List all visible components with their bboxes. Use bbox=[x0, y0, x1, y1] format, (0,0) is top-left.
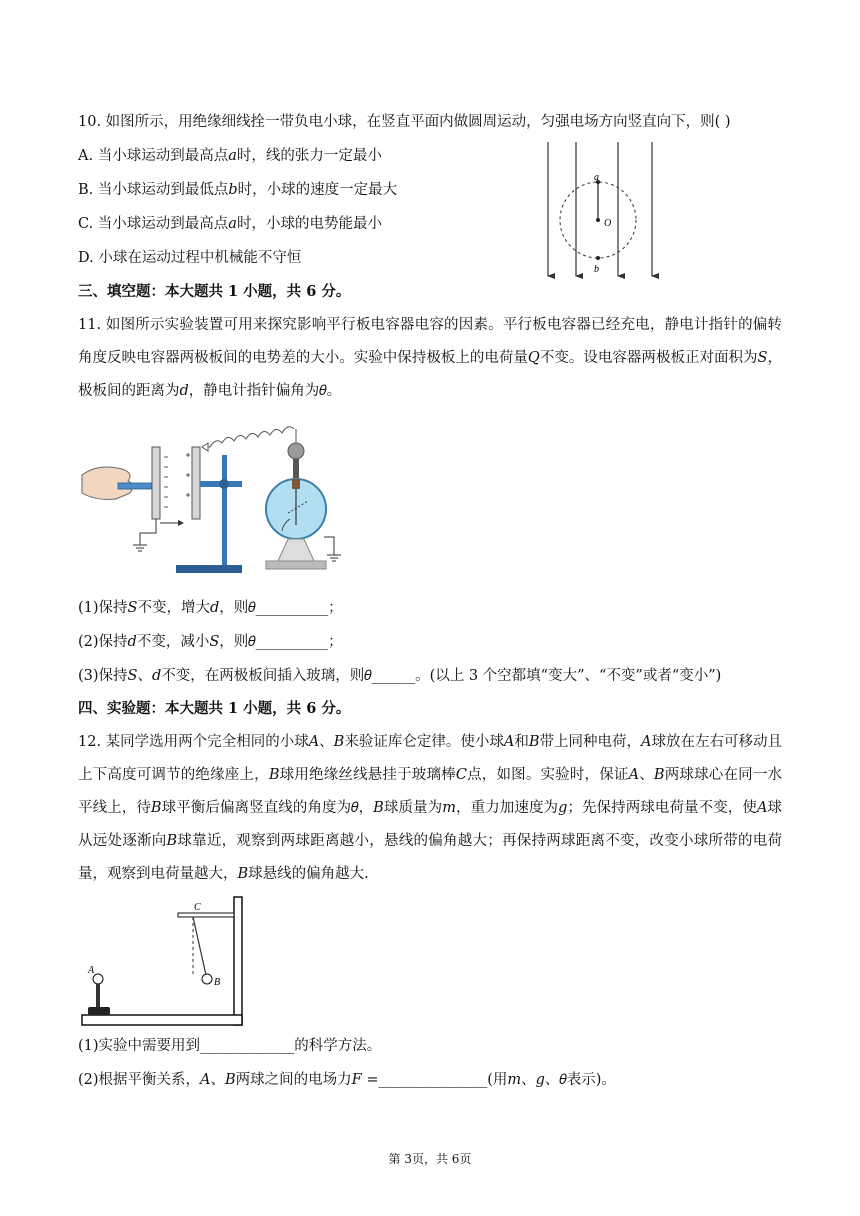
left-ground-wire bbox=[140, 519, 156, 545]
ground-icon bbox=[327, 555, 341, 561]
q11-capacitor-figure bbox=[78, 415, 378, 580]
ground-icon bbox=[133, 545, 147, 551]
label-b: B bbox=[214, 977, 221, 988]
electroscope-plug bbox=[292, 479, 300, 489]
point-b bbox=[596, 256, 600, 260]
glass-rod bbox=[178, 913, 234, 917]
label-b: b bbox=[594, 264, 599, 275]
right-ground-wire bbox=[324, 537, 334, 555]
label-a: A bbox=[88, 965, 95, 976]
electroscope-knob bbox=[288, 443, 304, 459]
electroscope-rod bbox=[293, 459, 299, 481]
point-o bbox=[596, 218, 600, 222]
stand-clamp bbox=[219, 479, 229, 489]
q10-option-c: C. 当小球运动到最高点𝑎时，小球的电势能最小 bbox=[78, 216, 382, 232]
stand-base bbox=[176, 565, 242, 573]
left-plate bbox=[152, 447, 160, 519]
coil-wire bbox=[202, 427, 294, 447]
q11-part-1: (1)保持𝑆不变，增大𝑑，则𝜃__________； bbox=[78, 600, 343, 616]
frame-base bbox=[82, 1015, 242, 1025]
q11-part-2: (2)保持𝑑不变，减小𝑆，则𝜃__________； bbox=[78, 634, 343, 650]
q11-stem: 11. 如图所示实验装置可用来探究影响平行板电容器电容的因素。平行板电容器已经充电，静电计指针的偏转角度反映电容器两极板间的电势差的大小。实验中保持极板上的电荷量𝑄不变。设电容器两极板正对面积为𝑆，极板间的距离为𝑑，静电计指针偏角为𝜃。 bbox=[78, 317, 782, 399]
section-3-heading: 三、填空题：本大题共 1 小题，共 6 分。 bbox=[78, 283, 351, 300]
ball-b bbox=[202, 974, 212, 984]
q11-part-3: (3)保持𝑆、𝑑不变，在两极板间插入玻璃，则𝜃______。(以上 3 个空都填“变大”、“不变”或者“变小”) bbox=[78, 668, 722, 684]
q10-option-a: A. 当小球运动到最高点𝑎时，线的张力一定最小 bbox=[78, 148, 382, 164]
insulating-stand bbox=[96, 984, 100, 1008]
silk-thread bbox=[193, 917, 206, 975]
ball-a bbox=[93, 974, 103, 984]
right-plate bbox=[192, 447, 200, 519]
q10-option-b: B. 当小球运动到最低点𝑏时，小球的速度一定最大 bbox=[78, 182, 398, 198]
q10-stem: 10. 如图所示，用绝缘细线拴一带负电小球，在竖直平面内做圆周运动，匀强电场方向竖直向下，则( ) bbox=[78, 114, 731, 130]
field-lines bbox=[548, 142, 652, 276]
q12-part-2: (2)根据平衡关系，𝐴、𝐵两球之间的电场力𝐹 =_______________(用𝑚、𝑔、𝜃表示)。 bbox=[78, 1072, 616, 1088]
label-o: O bbox=[604, 218, 612, 229]
page-footer: 第 3页，共 6页 bbox=[388, 1152, 472, 1166]
stand-base bbox=[88, 1007, 110, 1015]
frame-post bbox=[234, 897, 242, 1025]
label-a: a bbox=[594, 172, 599, 183]
q12-stem: 12. 某同学选用两个完全相同的小球𝐴、𝐵来验证库仑定律。使小球𝐴和𝐵带上同种电荷，𝐴球放在左右可移动且上下高度可调节的绝缘座上，𝐵球用绝缘丝线悬挂于玻璃棒𝐶点，如图。实验时，保证𝐴、𝐵两球球心在同一水平线上，待𝐵球平衡后偏离竖直线的角度为𝜃，𝐵球质量为𝑚，重力加速度为𝑔；先保持两球电荷量不变，使𝐴球从远处逐渐向𝐵球靠近，观察到两球距离越小，悬线的偏角越大；再保持两球距离不变，改变小球所带的电荷量，观察到电荷量越大，𝐵球悬线的偏角越大. bbox=[78, 734, 782, 882]
q12-coulomb-figure bbox=[80, 895, 250, 1030]
insulating-handle bbox=[118, 483, 154, 489]
electroscope-stand bbox=[278, 539, 314, 561]
label-c: C bbox=[194, 902, 201, 913]
q12-part-1: (1)实验中需要用到_____________的科学方法。 bbox=[78, 1038, 382, 1054]
plate-charges bbox=[164, 453, 190, 507]
q10-option-d: D. 小球在运动过程中机械能不守恒 bbox=[78, 250, 302, 266]
section-4-heading: 四、实验题：本大题共 1 小题，共 6 分。 bbox=[78, 700, 351, 717]
q10-field-figure bbox=[540, 140, 670, 280]
electroscope-base bbox=[266, 561, 326, 569]
stand-pole bbox=[222, 455, 227, 567]
